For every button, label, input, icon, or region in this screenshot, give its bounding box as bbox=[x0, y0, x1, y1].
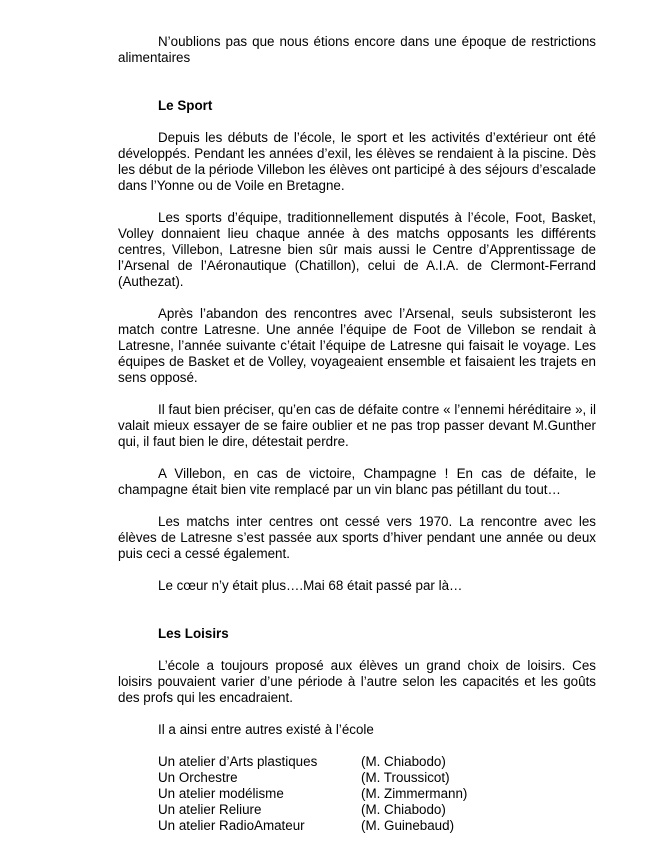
list-item bbox=[158, 802, 596, 818]
atelier-name: Un Orchestre bbox=[158, 770, 238, 785]
atelier-name: Un atelier modélisme bbox=[158, 786, 284, 801]
list-item bbox=[158, 770, 596, 786]
sport-paragraph-5: A Villebon, en cas de victoire, Champagne ! En cas de défaite, le champagne était bien vite remplacé par un vin blanc pas pétillant du tout… bbox=[118, 466, 596, 497]
atelier-name: Un atelier d’Arts plastiques bbox=[158, 754, 318, 769]
sport-paragraph-6: Les matchs inter centres ont cessé vers 1970. La rencontre avec les élèves de Latresne s’est passée aux sports d’hiver pendant une année ou deux puis ceci a cessé également. bbox=[118, 514, 596, 561]
atelier-teacher: (M. Zimmermann) bbox=[361, 786, 468, 801]
sport-paragraph-7: Le cœur n’y était plus….Mai 68 était passé par là… bbox=[158, 578, 463, 593]
list-item bbox=[158, 754, 596, 770]
sport-paragraph-4: Il faut bien préciser, qu’en cas de défaite contre « l’ennemi héréditaire », il valait mieux essayer de se faire oublier et ne pas trop passer devant M.Gunther qui, il faut bien le dire, détestait perdre. bbox=[118, 402, 596, 449]
document-page bbox=[118, 34, 596, 834]
intro-paragraph: N’oublions pas que nous étions encore dans une époque de restrictions alimentaires bbox=[118, 34, 596, 65]
atelier-name: Un atelier Reliure bbox=[158, 802, 262, 817]
sport-paragraph-3: Après l’abandon des rencontres avec l’Arsenal, seuls subsisteront les match contre Latresne. Une année l’équipe de Foot de Villebon se rendait à Latresne, l’année suivante c’était l’équipe de Latresne qui faisait le voyage. Les équipes de Basket et de Volley, voyageaient ensemble et faisaient les trajets en sens opposé. bbox=[118, 306, 596, 385]
atelier-teacher: (M. Chiabodo) bbox=[361, 754, 446, 769]
heading-loisirs: Les Loisirs bbox=[158, 626, 229, 641]
ateliers-list bbox=[158, 754, 596, 834]
list-item bbox=[158, 786, 596, 802]
sport-paragraph-1: Depuis les débuts de l’école, le sport et les activités d’extérieur ont été développés. Pendant les années d’exil, les élèves se rendaient à la piscine. Dès les début de la période Villebon les élèves ont participé à des séjours d’escalade dans l’Yonne ou de Voile en Bretagne. bbox=[118, 130, 596, 193]
sport-paragraph-2: Les sports d’équipe, traditionnellement disputés à l’école, Foot, Basket, Volley donnaient lieu chaque année à des matchs opposants les différents centres, Villebon, Latresne bien sûr mais aussi le Centre d’Apprentissage de l’Arsenal de l’Aéronautique (Chatillon), celui de A.I.A. de Clermont-Ferrand (Authezat). bbox=[118, 210, 596, 289]
loisirs-paragraph-1: L’école a toujours proposé aux élèves un grand choix de loisirs. Ces loisirs pouvaient varier d’une période à l’autre selon les capacités et les goûts des profs qui les encadraient. bbox=[118, 658, 596, 705]
atelier-name: Un atelier RadioAmateur bbox=[158, 818, 305, 833]
atelier-teacher: (M. Troussicot) bbox=[361, 770, 450, 785]
loisirs-paragraph-2: Il a ainsi entre autres existé à l’école bbox=[158, 722, 374, 737]
list-item bbox=[158, 818, 596, 834]
atelier-teacher: (M. Guinebaud) bbox=[361, 818, 455, 833]
atelier-teacher: (M. Chiabodo) bbox=[361, 802, 446, 817]
heading-sport: Le Sport bbox=[158, 98, 213, 113]
